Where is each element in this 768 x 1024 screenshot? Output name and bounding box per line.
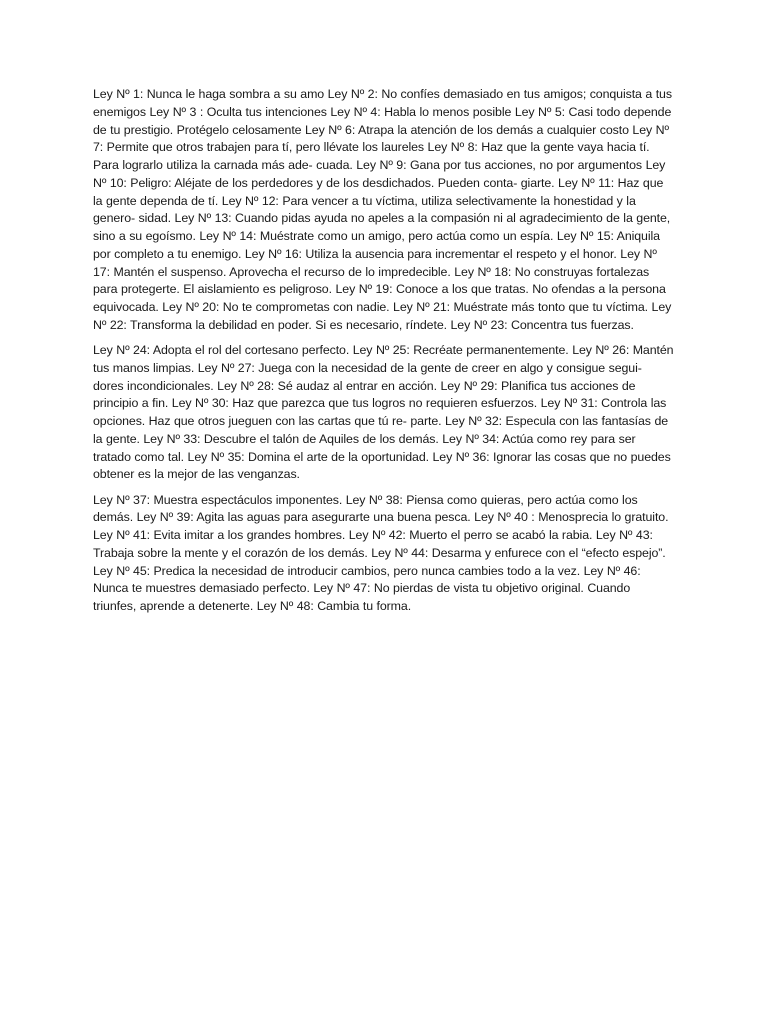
paragraph-laws-1-23: Ley Nº 1: Nunca le haga sombra a su amo Ley Nº 2: No confíes demasiado en tus amigos; conquista a tus enemigos Ley Nº 3 : Oculta tus intenciones Ley Nº 4: Habla lo menos posible Ley Nº 5: Casi todo depende de tu prestigio. Protégelo celosamente Ley Nº 6: Atrapa la atención de los demás a cualquier costo Ley Nº 7: Permite que otros trabajen para tí, pero llévate los laureles Ley Nº 8: Haz que la gente vaya hacia tí. Para lograrlo utiliza la carnada más ade- cuada. Ley Nº 9: Gana por tus acciones, no por argumentos Ley Nº 10: Peligro: Aléjate de los perdedores y de los desdichados. Pueden conta- giarte. Ley Nº 11: Haz que la gente dependa de tí. Ley Nº 12: Para vencer a tu víctima, utiliza selectivamente la honestidad y la genero- sidad. Ley Nº 13: Cuando pidas ayuda no apeles a la compasión ni al agradecimiento de la gente, sino a su egoísmo. Ley Nº 14: Muéstrate como un amigo, pero actúa como un espía. Ley Nº 15: Aniquila por completo a tu enemigo. Ley Nº 16: Utiliza la ausencia para incrementar el respeto y el honor. Ley Nº 17: Mantén el suspenso. Aprovecha el recurso de lo impredecible. Ley Nº 18: No construyas fortalezas para protegerte. El aislamiento es peligroso. Ley Nº 19: Conoce a los que tratas. No ofendas a la persona equivocada. Ley Nº 20: No te comprometas con nadie. Ley Nº 21: Muéstrate más tonto que tu víctima. Ley Nº 22: Transforma la debilidad en poder. Si es necesario, ríndete. Ley Nº 23: Concentra tus fuerzas. [93,87,672,332]
paragraph-laws-37-48: Ley Nº 37: Muestra espectáculos imponentes. Ley Nº 38: Piensa como quieras, pero actúa como los demás. Ley Nº 39: Agita las aguas para asegurarte una buena pesca. Ley Nº 40 : Menosprecia lo gratuito. Ley Nº 41: Evita imitar a los grandes hombres. Ley Nº 42: Muerto el perro se acabó la rabia. Ley Nº 43: Trabaja sobre la mente y el corazón de los demás. Ley Nº 44: Desarma y enfurece con el “efecto espejo”. Ley Nº 45: Predica la necesidad de introducir cambios, pero nunca cambies todo a la vez. Ley Nº 46: Nunca te muestres demasiado perfecto. Ley Nº 47: No pierdas de vista tu objetivo original. Cuando triunfes, aprende a detenerte. Ley Nº 48: Cambia tu forma. [93,492,669,613]
paragraph-laws-24-36: Ley Nº 24: Adopta el rol del cortesano perfecto. Ley Nº 25: Recréate permanentemente. Ley Nº 26: Mantén tus manos limpias. Ley Nº 27: Juega con la necesidad de la gente de creer en algo y consigue segui- dores incondicionales. Ley Nº 28: Sé audaz al entrar en acción. Ley Nº 29: Planifica tus acciones de principio a fin. Ley Nº 30: Haz que parezca que tus logros no requieren esfuerzos. Ley Nº 31: Controla las opciones. Haz que otros jueguen con las cartas que tú re- parte. Ley Nº 32: Especula con las fantasías de la gente. Ley Nº 33: Descubre el talón de Aquiles de los demás. Ley Nº 34: Actúa como rey para ser tratado como tal. Ley Nº 35: Domina el arte de la oportunidad. Ley Nº 36: Ignorar las cosas que no puedes obtener es la mejor de las venganzas. [93,343,674,482]
document-body [93,86,675,623]
